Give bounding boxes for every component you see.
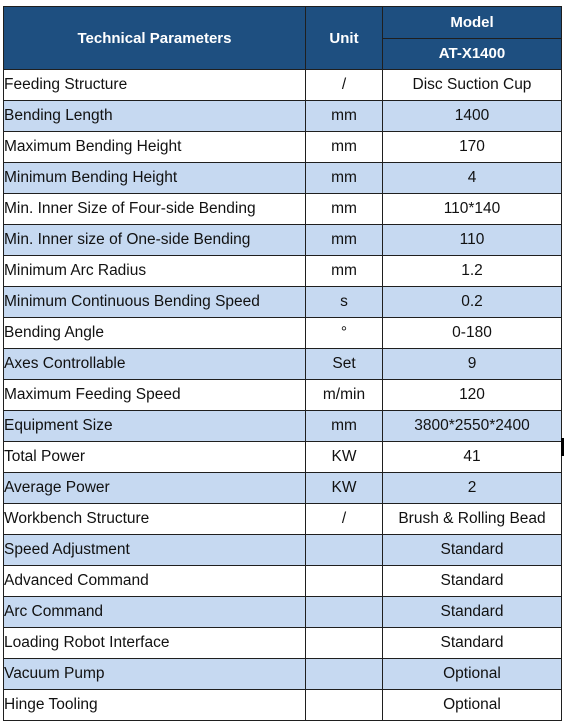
table-row (4, 535, 562, 566)
spec-table (3, 6, 562, 721)
table-row (4, 101, 562, 132)
table-row (4, 566, 562, 597)
unit-cell: mm (306, 256, 383, 287)
unit-cell: mm (306, 101, 383, 132)
parameter-cell: Workbench Structure (4, 504, 306, 535)
value-cell: Standard (383, 535, 562, 566)
table-row (4, 349, 562, 380)
unit-cell: mm (306, 411, 383, 442)
table-row (4, 256, 562, 287)
table-row (4, 380, 562, 411)
unit-cell: mm (306, 225, 383, 256)
parameter-cell: Minimum Arc Radius (4, 256, 306, 287)
value-cell: Optional (383, 690, 562, 721)
parameter-cell: Maximum Feeding Speed (4, 380, 306, 411)
value-cell: Standard (383, 597, 562, 628)
table-row (4, 473, 562, 504)
table-row (4, 597, 562, 628)
unit-cell: Set (306, 349, 383, 380)
unit-cell: / (306, 70, 383, 101)
parameter-cell: Speed Adjustment (4, 535, 306, 566)
value-cell: 3800*2550*2400 (383, 411, 562, 442)
value-cell: Optional (383, 659, 562, 690)
unit-cell: s (306, 287, 383, 318)
table-row (4, 628, 562, 659)
value-cell: 9 (383, 349, 562, 380)
parameter-cell: Feeding Structure (4, 70, 306, 101)
table-row (4, 442, 562, 473)
value-cell: 41 (383, 442, 562, 473)
unit-cell: ° (306, 318, 383, 349)
parameter-cell: Hinge Tooling (4, 690, 306, 721)
parameter-cell: Min. Inner Size of Four-side Bending (4, 194, 306, 225)
header-model-name: AT-X1400 (383, 38, 562, 70)
table-row (4, 132, 562, 163)
parameter-cell: Vacuum Pump (4, 659, 306, 690)
header-unit: Unit (306, 7, 383, 70)
header-model: Model (383, 7, 562, 39)
parameter-cell: Axes Controllable (4, 349, 306, 380)
value-cell: 1400 (383, 101, 562, 132)
unit-cell (306, 597, 383, 628)
parameter-cell: Average Power (4, 473, 306, 504)
parameter-cell: Minimum Bending Height (4, 163, 306, 194)
parameter-cell: Loading Robot Interface (4, 628, 306, 659)
unit-cell (306, 628, 383, 659)
unit-cell: mm (306, 163, 383, 194)
parameter-cell: Advanced Command (4, 566, 306, 597)
unit-cell: m/min (306, 380, 383, 411)
table-row (4, 194, 562, 225)
spec-table-header (4, 7, 562, 70)
table-row (4, 318, 562, 349)
value-cell: 110 (383, 225, 562, 256)
table-row (4, 163, 562, 194)
parameter-cell: Min. Inner size of One-side Bending (4, 225, 306, 256)
unit-cell (306, 690, 383, 721)
parameter-cell: Bending Angle (4, 318, 306, 349)
table-row (4, 690, 562, 721)
table-row (4, 225, 562, 256)
parameter-cell: Equipment Size (4, 411, 306, 442)
parameter-cell: Minimum Continuous Bending Speed (4, 287, 306, 318)
unit-cell: mm (306, 132, 383, 163)
unit-cell (306, 566, 383, 597)
value-cell: Brush & Rolling Bead (383, 504, 562, 535)
spec-table-body (4, 70, 562, 721)
unit-cell (306, 659, 383, 690)
value-cell: 110*140 (383, 194, 562, 225)
unit-cell: mm (306, 194, 383, 225)
value-cell: 170 (383, 132, 562, 163)
parameter-cell: Arc Command (4, 597, 306, 628)
header-row (4, 7, 562, 39)
unit-cell (306, 535, 383, 566)
table-row (4, 659, 562, 690)
unit-cell: KW (306, 442, 383, 473)
table-row (4, 411, 562, 442)
value-cell: 0.2 (383, 287, 562, 318)
unit-cell: / (306, 504, 383, 535)
unit-cell: KW (306, 473, 383, 504)
table-row (4, 287, 562, 318)
parameter-cell: Bending Length (4, 101, 306, 132)
value-cell: 4 (383, 163, 562, 194)
value-cell: 1.2 (383, 256, 562, 287)
value-cell: Disc Suction Cup (383, 70, 562, 101)
value-cell: Standard (383, 566, 562, 597)
value-cell: 120 (383, 380, 562, 411)
parameter-cell: Maximum Bending Height (4, 132, 306, 163)
table-row (4, 504, 562, 535)
value-cell: Standard (383, 628, 562, 659)
value-cell: 2 (383, 473, 562, 504)
header-technical-parameters: Technical Parameters (4, 7, 306, 70)
parameter-cell: Total Power (4, 442, 306, 473)
value-cell: 0-180 (383, 318, 562, 349)
table-row (4, 70, 562, 101)
